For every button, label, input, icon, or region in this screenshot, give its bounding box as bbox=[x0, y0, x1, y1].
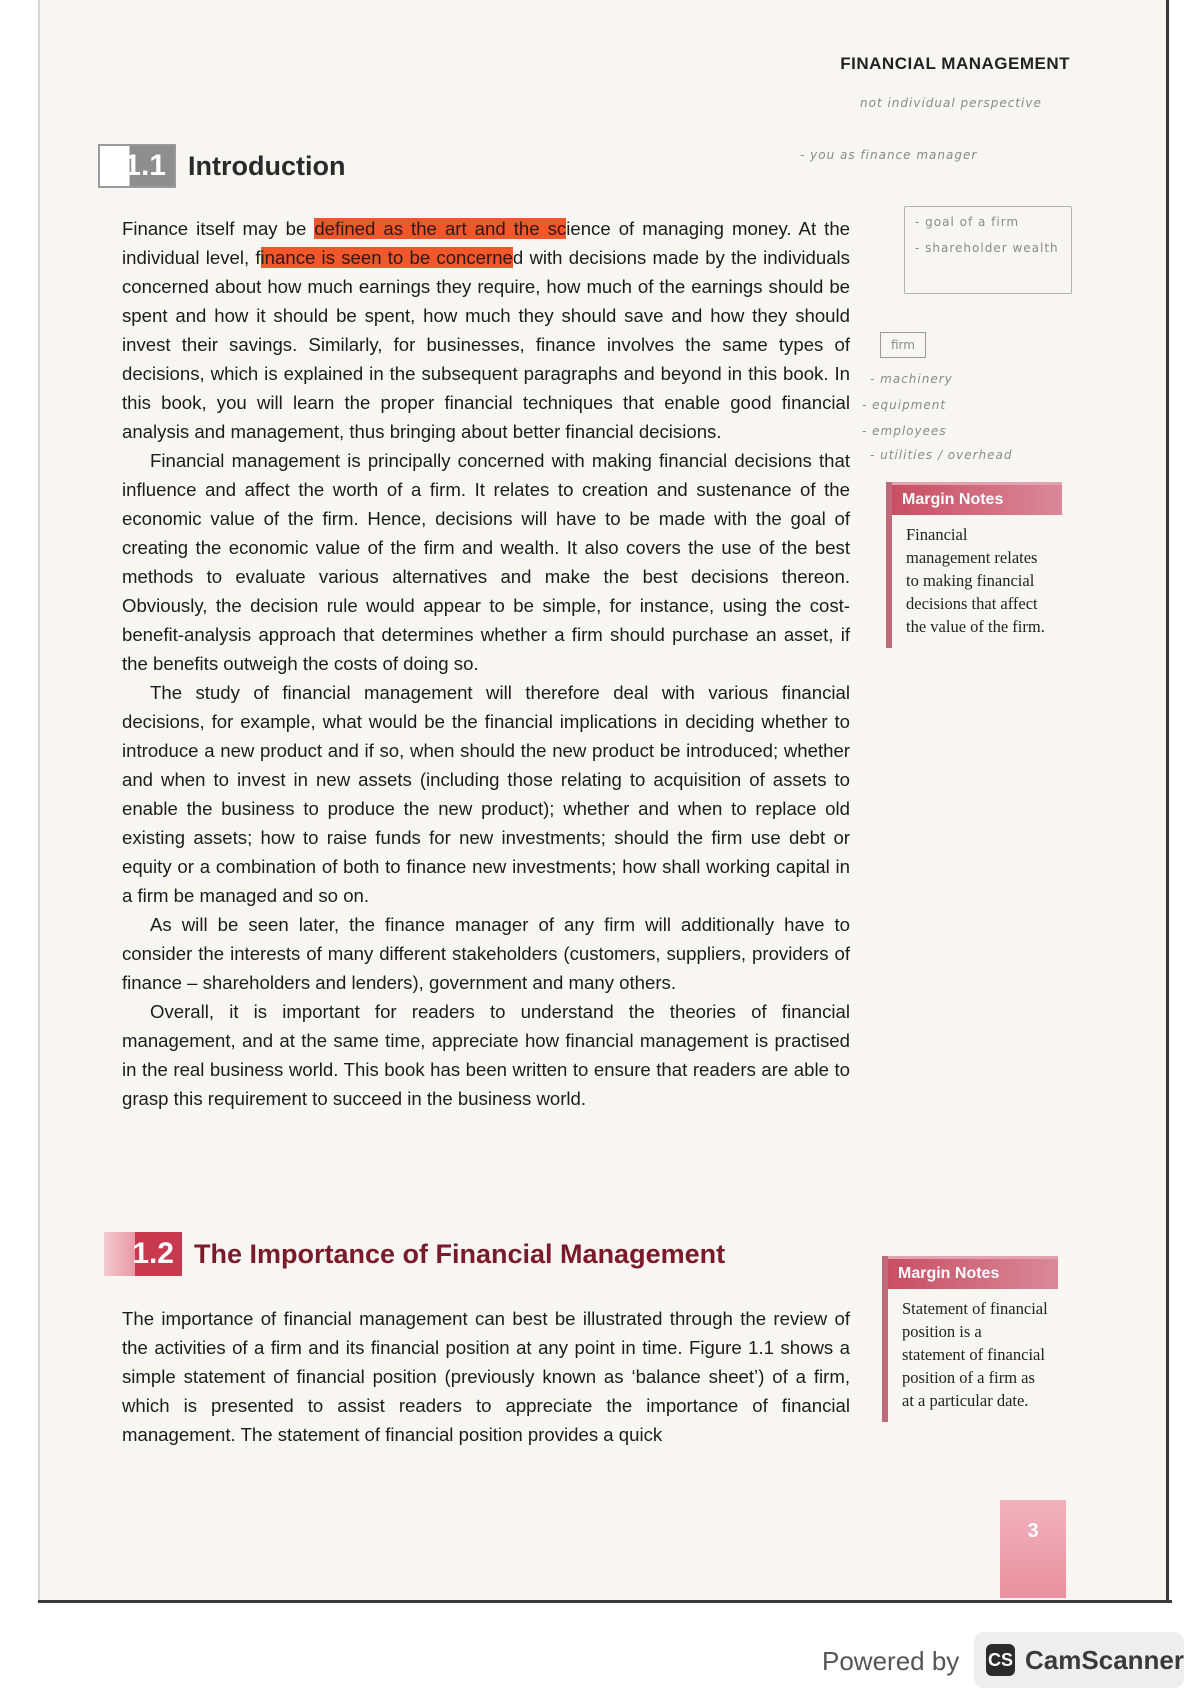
handwritten-note: - goal of a firm bbox=[915, 215, 1020, 229]
margin-note-body: Financial management relates to making financial decisions that affect the value of the firm. bbox=[906, 525, 1045, 636]
page-edge bbox=[1166, 0, 1169, 1600]
paragraph: Financial management is principally concerned with making financial decisions that influence and affect the worth of a firm. It relates to creation and sustenance of the economic value of the firm. Hence, decisions will have to be made with the goal of creating the economic value of the firm and wealth. It also covers the use of the best methods to evaluate various alternatives and make the best decisions thereon. Obviously, the decision rule would appear to be simple, for instance, using the cost-benefit-analysis approach that determines whether a firm should purchase an asset, if the benefits outweigh the costs of doing so. bbox=[122, 450, 850, 674]
paragraph: The importance of financial management can best be illustrated through the review of the activities of a firm and its financial position at any point in time. Figure 1.1 shows a simple statement of financial position (previously known as ‘balance sheet’) of a firm, which is presented to assist readers to appreciate the importance of financial management. The statement of financial position provides a quick bbox=[122, 1308, 850, 1445]
text-run: d with decisions made by the individuals concerned about how much earnings they require, how much of the earnings should be spent and how it should be spent, how much they should save and how they should invest their savings. Similarly, for businesses, finance involves the same types of decisions, which is explained in the subsequent paragraphs and beyond in this book. In this book, you will learn the proper financial techniques that enable good financial analysis and management, thus bringing about better financial decisions. bbox=[122, 247, 850, 442]
section-number: 1.1 bbox=[98, 144, 176, 188]
margin-note bbox=[886, 482, 1062, 648]
highlighted-text: inance is seen to be concerne bbox=[260, 247, 513, 268]
paragraph: Overall, it is important for readers to understand the theories of financial management, and at the same time, appreciate how financial management is practised in the real business world. This book has been written to ensure that readers are able to grasp this requirement to succeed in the business world. bbox=[122, 1001, 850, 1109]
page-number-tab: 3 bbox=[1000, 1500, 1066, 1598]
handwritten-note: - shareholder wealth bbox=[915, 241, 1059, 255]
handwritten-note: - you as finance manager bbox=[800, 148, 978, 162]
handwritten-note: - machinery bbox=[870, 372, 953, 386]
section-body bbox=[122, 1304, 850, 1449]
powered-by-text: Powered by bbox=[822, 1646, 960, 1676]
margin-note bbox=[882, 1256, 1058, 1422]
running-head: FINANCIAL MANAGEMENT bbox=[840, 54, 1070, 73]
section-body bbox=[122, 214, 850, 1113]
section-heading bbox=[104, 1232, 725, 1276]
paragraph: The study of financial management will therefore deal with various financial decisions, for example, what would be the financial implications in deciding whether to introduce a new product and if so, when should the new product be introduced; whether and when to invest in new assets (including those relating to acquisition of assets to enable the business to produce the new product); whether and when to replace old existing assets; how to raise funds for new investments; should the firm use debt or equity or a combination of both to finance new investments; how shall working capital in a firm be managed and so on. bbox=[122, 682, 850, 906]
handwritten-note: - equipment bbox=[862, 398, 947, 412]
text-run: ience of managing money. At the individual level, f bbox=[122, 218, 851, 268]
handwritten-note: - utilities / overhead bbox=[870, 448, 1013, 462]
section-title: The Importance of Financial Management bbox=[194, 1238, 726, 1269]
handwritten-note: - employees bbox=[862, 424, 947, 438]
camscanner-badge bbox=[974, 1632, 1184, 1688]
section-heading bbox=[98, 144, 345, 188]
paragraph: As will be seen later, the finance manager of any firm will additionally have to consider the interests of many different stakeholders (customers, suppliers, providers of finance – shareholders and lenders), government and many others. bbox=[122, 914, 850, 993]
text-run: Finance itself may be bbox=[122, 218, 315, 239]
handwritten-note: firm bbox=[880, 332, 926, 358]
margin-note-head: Margin Notes bbox=[888, 1256, 1058, 1289]
handwritten-box bbox=[904, 206, 1072, 294]
highlighted-text: defined as the art and the sc bbox=[314, 218, 567, 239]
camscanner-logo-icon: CS bbox=[986, 1644, 1015, 1676]
section-title: Introduction bbox=[188, 150, 346, 181]
section-number: 1.2 bbox=[104, 1232, 182, 1276]
margin-note-body: Statement of financial position is a statement of financial position of a firm as at a particular date. bbox=[902, 1299, 1048, 1410]
handwritten-note: not individual perspective bbox=[860, 96, 1042, 110]
paragraph bbox=[122, 214, 850, 446]
camscanner-brand: CamScanner bbox=[1025, 1644, 1184, 1675]
margin-note-head: Margin Notes bbox=[892, 482, 1062, 515]
page-bottom-edge bbox=[38, 1600, 1172, 1603]
